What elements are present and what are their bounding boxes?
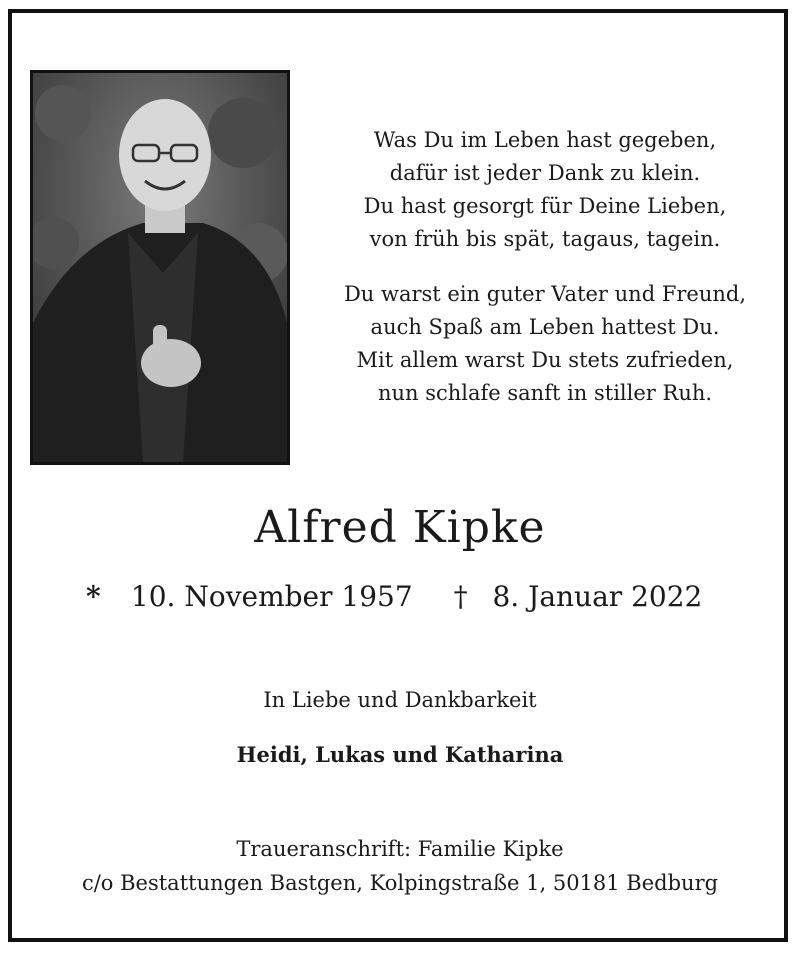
poem-line: Du warst ein guter Vater und Freund, bbox=[343, 282, 747, 306]
death-date: 8. Januar 2022 bbox=[492, 580, 703, 613]
address-line: c/o Bestattungen Bastgen, Kolpingstraße 1, 50181 Bedburg bbox=[81, 871, 719, 895]
poem-line: Was Du im Leben hast gegeben, bbox=[373, 128, 717, 152]
poem-stanza bbox=[300, 278, 790, 410]
mourning-address bbox=[0, 832, 800, 900]
poem-line: auch Spaß am Leben hattest Du. bbox=[370, 315, 720, 339]
address-line: Traueranschrift: Familie Kipke bbox=[236, 837, 564, 861]
death-symbol: † bbox=[453, 580, 468, 613]
deceased-name: Alfred Kipke bbox=[254, 502, 546, 553]
birth-symbol: * bbox=[86, 580, 101, 613]
life-dates bbox=[86, 580, 786, 613]
family-names: Heidi, Lukas und Katharina bbox=[236, 742, 564, 767]
birth-date: 10. November 1957 bbox=[130, 580, 413, 613]
poem-stanza bbox=[300, 124, 790, 256]
memorial-poem bbox=[300, 124, 790, 432]
poem-line: nun schlafe sanft in stiller Ruh. bbox=[377, 381, 713, 405]
poem-line: Du hast gesorgt für Deine Lieben, bbox=[363, 194, 727, 218]
portrait-photo bbox=[30, 70, 290, 465]
poem-line: Mit allem warst Du stets zufrieden, bbox=[356, 348, 734, 372]
poem-line: von früh bis spät, tagaus, tagein. bbox=[369, 227, 721, 251]
poem-line: dafür ist jeder Dank zu klein. bbox=[389, 161, 701, 185]
closing-phrase: In Liebe und Dankbarkeit bbox=[263, 688, 537, 712]
